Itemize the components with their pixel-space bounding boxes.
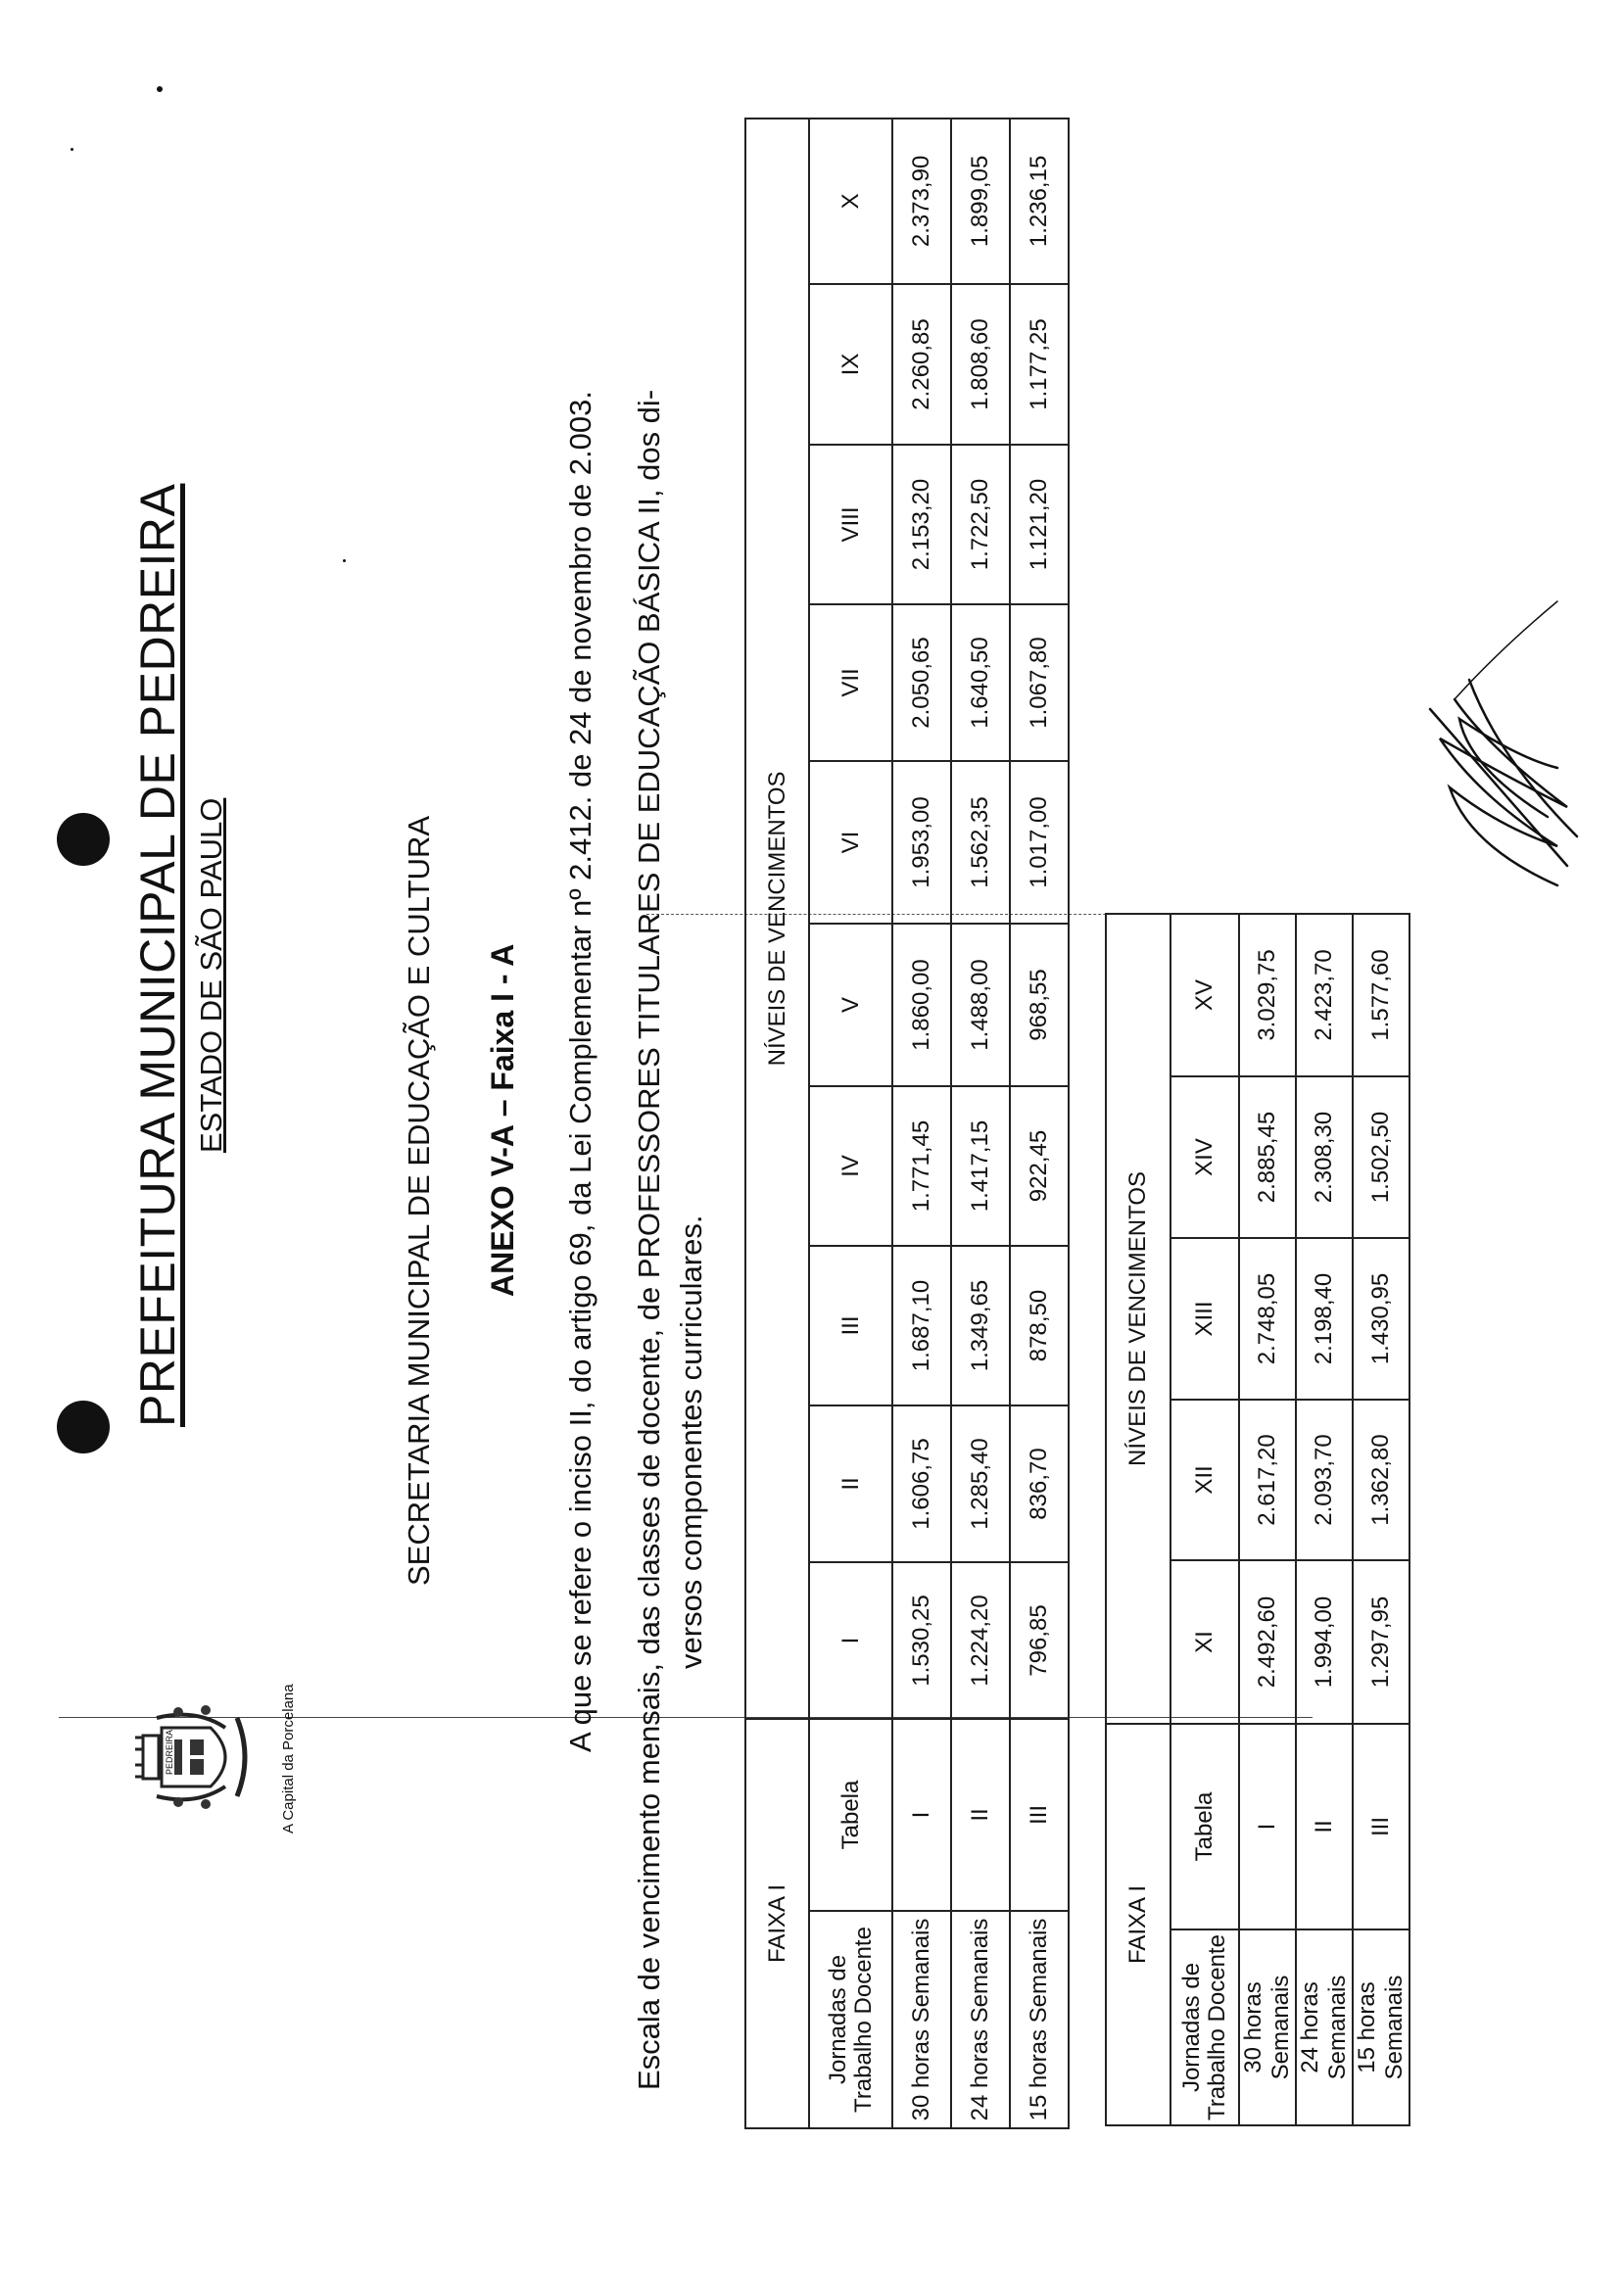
value-cell: 1.177,25 <box>1010 284 1069 445</box>
value-cell: 2.492,60 <box>1239 1560 1296 1724</box>
tabela-cell: I <box>892 1719 951 1911</box>
value-cell: 1.297,95 <box>1353 1560 1409 1724</box>
tabela-cell: II <box>1296 1724 1353 1929</box>
value-cell: 1.349,65 <box>951 1246 1010 1405</box>
value-cell: 1.577,60 <box>1353 914 1409 1076</box>
crest-logo <box>127 1689 264 1826</box>
level-header: XIII <box>1170 1238 1239 1400</box>
value-cell: 1.953,00 <box>892 761 951 924</box>
level-header: X <box>809 119 892 284</box>
value-cell: 1.362,80 <box>1353 1400 1409 1560</box>
value-cell: 1.771,45 <box>892 1086 951 1246</box>
tabela-cell: III <box>1010 1719 1069 1911</box>
niveis-header: NÍVEIS DE VENCIMENTOS <box>1106 914 1170 1724</box>
jornada-cell: 24 horas Semanais <box>1296 1929 1353 2125</box>
value-cell: 968,55 <box>1010 924 1069 1086</box>
level-header: XIV <box>1170 1076 1239 1238</box>
level-header: V <box>809 924 892 1086</box>
value-cell: 1.640,50 <box>951 604 1010 761</box>
signature <box>1410 592 1624 905</box>
level-header: IV <box>809 1086 892 1246</box>
tabela-header: Tabela <box>1170 1724 1239 1929</box>
jornada-cell: 15 horas Semanais <box>1010 1911 1069 2128</box>
punch-hole-right <box>57 813 110 866</box>
table-row <box>1296 914 1353 2125</box>
value-cell: 1.562,35 <box>951 761 1010 924</box>
punch-hole-left <box>57 1401 110 1453</box>
value-cell: 2.153,20 <box>892 445 951 604</box>
value-cell: 1.417,15 <box>951 1086 1010 1246</box>
value-cell: 1.067,80 <box>1010 604 1069 761</box>
value-cell: 2.617,20 <box>1239 1400 1296 1560</box>
intro-paragraph: A que se refere o inciso II, do artigo 69, da Lei Complementar nº 2.412. de 24 de novembro de 2.003. <box>563 391 597 1752</box>
jornada-cell: 15 horas Semanais <box>1353 1929 1409 2125</box>
escala-paragraph-line1: Escala de vencimento mensais, das classes de docente, de PROFESSORES TITULARES DE EDUCAÇÃO BÁSICA II, dos di- <box>632 389 666 2090</box>
value-cell: 2.423,70 <box>1296 914 1353 1076</box>
value-cell: 2.198,40 <box>1296 1238 1353 1400</box>
value-cell: 1.285,40 <box>951 1405 1010 1562</box>
value-cell: 1.236,15 <box>1010 119 1069 284</box>
value-cell: 2.093,70 <box>1296 1400 1353 1560</box>
level-header: I <box>809 1562 892 1719</box>
level-header: III <box>809 1246 892 1405</box>
level-header: XI <box>1170 1560 1239 1724</box>
value-cell: 1.530,25 <box>892 1562 951 1719</box>
jornada-cell: 24 horas Semanais <box>951 1911 1010 2128</box>
table-row <box>1010 119 1069 2128</box>
table-row <box>951 119 1010 2128</box>
level-header: VIII <box>809 445 892 604</box>
value-cell: 1.687,10 <box>892 1246 951 1405</box>
table-row <box>1353 914 1409 2125</box>
anexo-heading: ANEXO V-A – Faixa I - A <box>485 943 520 1297</box>
salary-table-1 <box>744 118 1070 2129</box>
value-cell: 1.899,05 <box>951 119 1010 284</box>
value-cell: 1.017,00 <box>1010 761 1069 924</box>
value-cell: 1.430,95 <box>1353 1238 1409 1400</box>
value-cell: 2.885,45 <box>1239 1076 1296 1238</box>
tabela-header: Tabela <box>809 1719 892 1911</box>
value-cell: 1.488,00 <box>951 924 1010 1086</box>
level-header: XV <box>1170 914 1239 1076</box>
table-row <box>892 119 951 2128</box>
level-header: XII <box>1170 1400 1239 1560</box>
tabela-cell: III <box>1353 1724 1409 1929</box>
value-cell: 1.860,00 <box>892 924 951 1086</box>
page-subtitle: ESTADO DE SÃO PAULO <box>194 797 228 1153</box>
level-header: VI <box>809 761 892 924</box>
value-cell: 2.373,90 <box>892 119 951 284</box>
jornada-cell: 30 horas Semanais <box>1239 1929 1296 2125</box>
value-cell: 1.606,75 <box>892 1405 951 1562</box>
level-header: VII <box>809 604 892 761</box>
level-header: IX <box>809 284 892 445</box>
value-cell: 2.748,05 <box>1239 1238 1296 1400</box>
value-cell: 3.029,75 <box>1239 914 1296 1076</box>
niveis-header: NÍVEIS DE VENCIMENTOS <box>745 119 809 1719</box>
value-cell: 878,50 <box>1010 1246 1069 1405</box>
crest-caption: A Capital da Porcelana <box>280 1684 297 1834</box>
scan-speck <box>157 86 163 92</box>
signature-icon <box>1410 592 1606 905</box>
jornada-cell: 30 horas Semanais <box>892 1911 951 2128</box>
tabela-cell: II <box>951 1719 1010 1911</box>
table-row <box>1239 914 1296 2125</box>
faixa-header: FAIXA I <box>745 1719 809 2128</box>
secretaria-heading: SECRETARIA MUNICIPAL DE EDUCAÇÃO E CULTURA <box>402 815 436 1586</box>
value-cell: 2.050,65 <box>892 604 951 761</box>
escala-paragraph-line2: versos componentes curriculares. <box>674 1214 708 1669</box>
value-cell: 1.224,20 <box>951 1562 1010 1719</box>
value-cell: 1.808,60 <box>951 284 1010 445</box>
value-cell: 2.308,30 <box>1296 1076 1353 1238</box>
faixa-header: FAIXA I <box>1106 1724 1170 2125</box>
value-cell: 1.722,50 <box>951 445 1010 604</box>
value-cell: 2.260,85 <box>892 284 951 445</box>
page-title: PREFEITURA MUNICIPAL DE PEDREIRA <box>130 483 185 1427</box>
value-cell: 922,45 <box>1010 1086 1069 1246</box>
jornadas-header: Jornadas de Trabalho Docente <box>809 1911 892 2128</box>
scan-speck <box>71 148 73 151</box>
value-cell: 1.121,20 <box>1010 445 1069 604</box>
value-cell: 1.502,50 <box>1353 1076 1409 1238</box>
coat-of-arms-icon <box>127 1689 264 1826</box>
value-cell: 796,85 <box>1010 1562 1069 1719</box>
value-cell: 836,70 <box>1010 1405 1069 1562</box>
crest-label: PEDREIRA <box>165 1729 174 1775</box>
jornadas-header: Jornadas de Trabalho Docente <box>1170 1929 1239 2125</box>
value-cell: 1.994,00 <box>1296 1560 1353 1724</box>
scan-speck <box>343 559 346 562</box>
salary-table-2 <box>1105 913 1410 2126</box>
level-header: II <box>809 1405 892 1562</box>
tabela-cell: I <box>1239 1724 1296 1929</box>
